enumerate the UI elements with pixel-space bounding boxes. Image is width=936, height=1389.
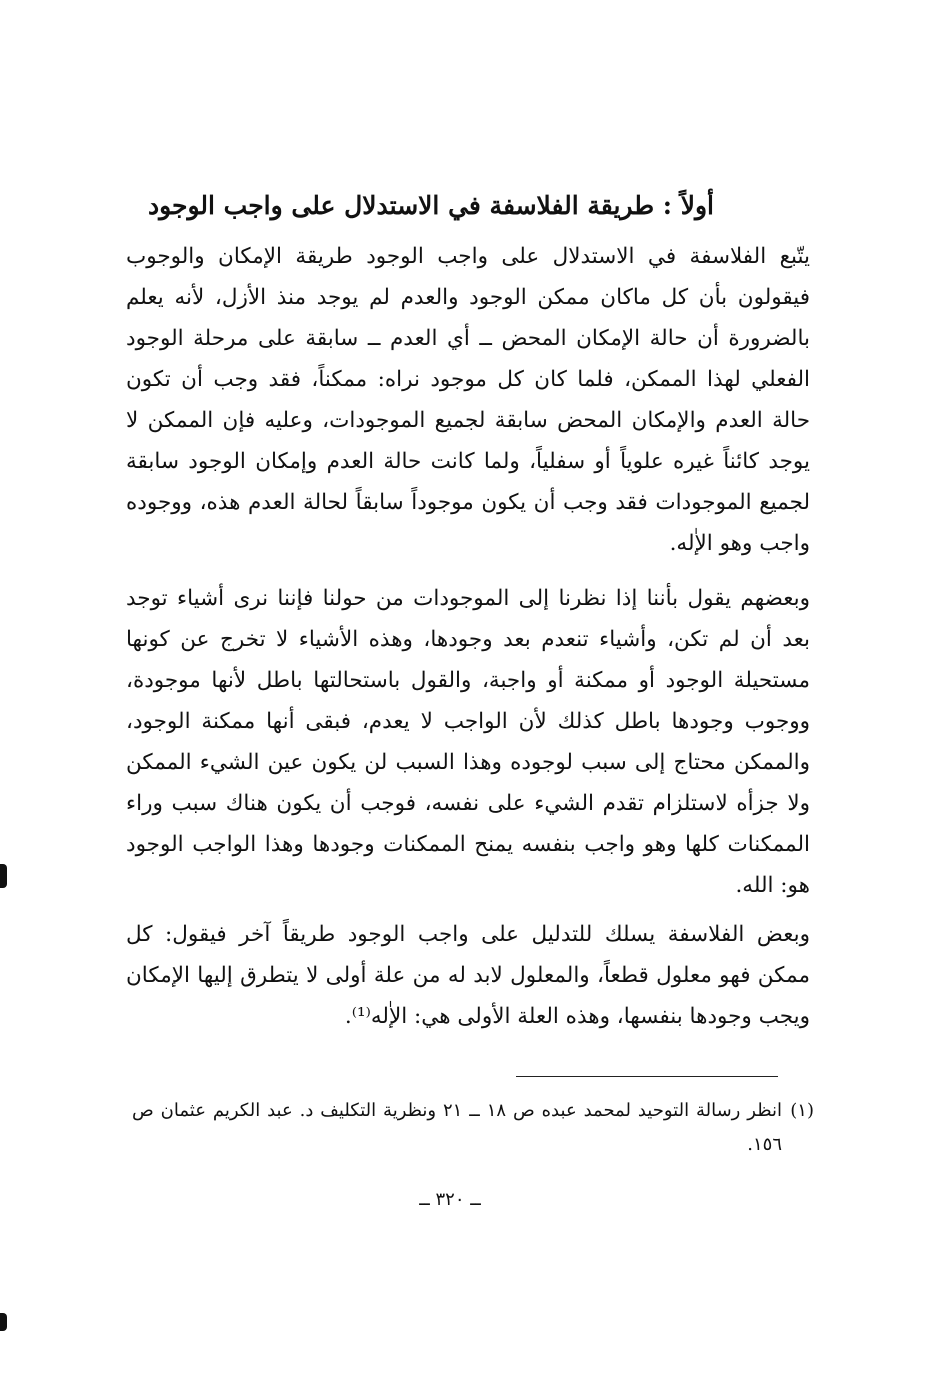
- paragraph-contingency-argument: وبعضهم يقول بأننا إذا نظرنا إلى الموجودات من حولنا فإننا نرى أشياء توجد بعد أن لم تكن، وأشياء تنعدم بعد وجودها، وهذه الأشياء لا تخرج عن كونها مستحيلة الوجود أو ممكنة أو واجبة، والقول باستحالتها باطل لأنها موجودة، ووجوب وجودها باطل كذلك لأن الواجب لا يعدم، فبقى أنها ممكنة الوجود، والممكن محتاج إلى سبب لوجوده وهذا السبب لن يكون عين الشيء الممكن ولا جزأه لاستلزام تقدم الشيء على نفسه، فوجب أن يكون هناك سبب وراء الممكنات كلها وهو واجب بنفسه يمنح الممكنات وجودها وهذا الواجب الوجود هو: الله.: [126, 586, 810, 898]
- scan-edge-mark: [0, 1313, 7, 1331]
- scan-edge-mark: [0, 864, 7, 888]
- footnote-text: انظر رسالة التوحيد لمحمد عبده ص ١٨ ــ ٢١ ونظرية التكليف د. عبد الكريم عثمان ص ١٥٦.: [132, 1100, 782, 1155]
- footnote-separator: [516, 1076, 778, 1077]
- footnote-marker: (١): [790, 1100, 814, 1121]
- paragraph-philosophers-method: يتّبع الفلاسفة في الاستدلال على واجب الوجود طريقة الإمكان والوجوب فيقولون بأن كل ماكان ممكن الوجود والعدم لم يوجد منذ الأزل، لأنه يعلم بالضرورة أن حالة الإمكان المحض ــ أي العدم ــ سابقة على مرحلة الوجود الفعلي لهذا الممكن، فلما كان كل موجود نراه: ممكناً، فقد وجب أن تكون حالة العدم والإمكان المحض سابقة لجميع الموجودات، وعليه فإن الممكن لا يوجد كائناً غيره علوياً أو سفلياً، ولما كانت حالة العدم وإمكان الوجود سابقة لجميع الموجودات فقد وجب أن يكون موجوداً سابقاً لحالة العدم هذه، ووجوده واجب وهو الإٰله.: [126, 244, 810, 556]
- section-heading: أولاً : طريقة الفلاسفة في الاستدلال على واجب الوجود: [147, 191, 714, 220]
- page-number: ــ ٣٢٠ ــ: [419, 1189, 481, 1210]
- paragraph-first-cause-argument: وبعض الفلاسفة يسلك للتدليل على واجب الوجود طريقاً آخر فيقول: كل ممكن فهو معلول قطعاً، والمعلول لابد له من علة أولى لا يتطرق إليها الإمكان ويجب وجودها بنفسها، وهذه العلة الأولى هي: الإٰله⁽¹⁾.: [126, 922, 810, 1029]
